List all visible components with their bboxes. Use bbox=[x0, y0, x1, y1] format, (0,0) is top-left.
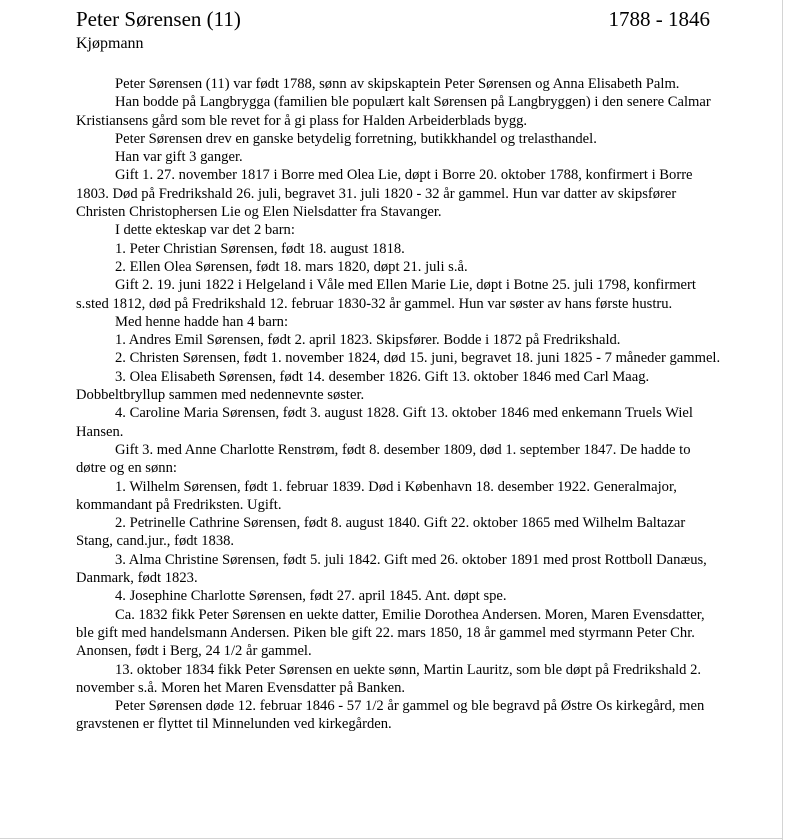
list-item: 3. Olea Elisabeth Sørensen, født 14. desember 1826. Gift 13. oktober 1846 med Carl Maag. Dobbeltbryllup sammen med nedennevnte søster. bbox=[76, 368, 650, 404]
paragraph: Gift 3. med Anne Charlotte Renstrøm, født 8. desember 1809, død 1. september 1847. De hadde to døtre og en sønn: bbox=[76, 441, 691, 477]
list-item: 1. Andres Emil Sørensen, født 2. april 1823. Skipsfører. Bodde i 1872 på Fredrikshald. bbox=[115, 332, 621, 349]
lifespan-years: 1788 - 1846 bbox=[608, 7, 710, 31]
paragraph: I dette ekteskap var det 2 barn: bbox=[115, 222, 295, 239]
page-edge-right bbox=[782, 0, 783, 840]
list-item: 4. Josephine Charlotte Sørensen, født 27. april 1845. Ant. døpt spe. bbox=[115, 588, 507, 605]
biography-text bbox=[76, 75, 722, 734]
list-item: 3. Alma Christine Sørensen, født 5. juli 1842. Gift med 26. oktober 1891 med prost Rottboll Danæus, Danmark, født 1823. bbox=[76, 551, 707, 587]
list-item: 1. Wilhelm Sørensen, født 1. februar 1839. Død i København 18. desember 1922. Generalmajor, kommandant på Fredriksten. Ugift. bbox=[76, 478, 677, 513]
list-item: 4. Caroline Maria Sørensen, født 3. august 1828. Gift 13. oktober 1846 med enkemann Truels Wiel Hansen. bbox=[76, 405, 693, 440]
paragraph: Peter Sørensen (11) var født 1788, sønn av skipskaptein Peter Sørensen og Anna Elisabeth Palm. bbox=[115, 76, 680, 92]
paragraph: Ca. 1832 fikk Peter Sørensen en uekte datter, Emilie Dorothea Andersen. Moren, Maren Evensdatter, ble gift med handelsmann Andersen. Piken ble gift 22. mars 1850, 18 år gammel med styrmann Peter Chr. Anonsen, født i Berg, 24 1/2 år gammel. bbox=[76, 606, 705, 660]
paragraph: Han bodde på Langbrygga (familien ble populært kalt Sørensen på Langbryggen) i den senere Calmar Kristiansens gård som ble revet for å gi plass for Halden Arbeiderblads bygg. bbox=[76, 94, 711, 129]
list-item: 2. Petrinelle Cathrine Sørensen, født 8. august 1840. Gift 22. oktober 1865 med Wilhelm Baltazar Stang, cand.jur., født 1838. bbox=[76, 515, 686, 550]
paragraph: 13. oktober 1834 fikk Peter Sørensen en uekte sønn, Martin Lauritz, som ble døpt på Fredrikshald 2. november s.å. Moren het Maren Evensdatter på Banken. bbox=[76, 661, 702, 696]
list-item: 1. Peter Christian Sørensen, født 18. august 1818. bbox=[115, 240, 405, 257]
list-item: 2. Ellen Olea Sørensen, født 18. mars 1820, døpt 21. juli s.å. bbox=[115, 258, 468, 275]
paragraph: Peter Sørensen døde 12. februar 1846 - 57 1/2 år gammel og ble begravd på Østre Os kirkegård, men gravstenen er flyttet til Minnelunden ved kirkegården. bbox=[76, 698, 705, 733]
paragraph: Gift 2. 19. juni 1822 i Helgeland i Våle med Ellen Marie Lie, døpt i Botne 25. juli 1798, konfirmert s.sted 1812, død på Fredrikshald 12. februar 1830-32 år gammel. Hun var søster av hans første hustru. bbox=[76, 277, 696, 312]
occupation-subtitle: Kjøpmann bbox=[76, 35, 144, 52]
page-edge-bottom bbox=[0, 838, 783, 839]
paragraph: Gift 1. 27. november 1817 i Borre med Olea Lie, døpt i Borre 20. oktober 1788, konfirmert i Borre 1803. Død på Fredrikshald 26. juli, begravet 31. juli 1820 - 32 år gammel. Hun var datter av skipsfører Christen Christophersen Lie og Elen Nielsdatter fra Stavanger. bbox=[76, 167, 693, 221]
paragraph: Med henne hadde han 4 barn: bbox=[115, 313, 289, 330]
paragraph: Peter Sørensen drev en ganske betydelig forretning, butikkhandel og trelasthandel. bbox=[115, 130, 597, 147]
list-item: 2. Christen Sørensen, født 1. november 1824, død 15. juni, begravet 18. juni 1825 - 7 måneder gammel. bbox=[115, 350, 721, 367]
paragraph: Han var gift 3 ganger. bbox=[115, 149, 243, 166]
person-name-heading: Peter Sørensen (11) bbox=[76, 7, 241, 31]
